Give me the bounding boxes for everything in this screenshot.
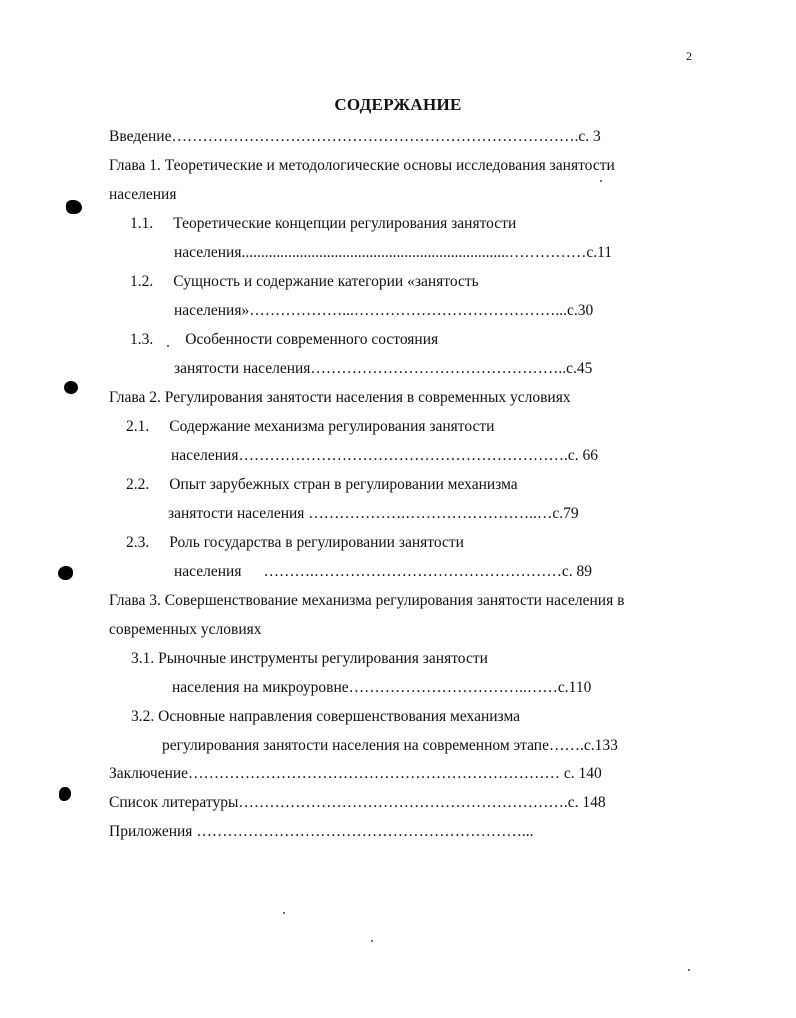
- toc-section-title: Особенности современного состояния: [185, 331, 439, 348]
- page-number: 2: [686, 49, 692, 63]
- toc-page: с.110: [557, 679, 592, 696]
- scan-mark: [58, 566, 73, 580]
- scan-speck: [283, 912, 285, 914]
- toc-leader: …………………………………………………………………….: [171, 128, 579, 145]
- toc-section-number: 2.2.: [126, 476, 150, 493]
- toc-page: с.11: [586, 244, 613, 261]
- toc-section-cont: населения: [174, 563, 242, 580]
- toc-section-1-1: [130, 214, 516, 234]
- toc-section-1-3: [130, 330, 438, 350]
- toc-section-title: Роль государства в регулировании занятости: [169, 534, 464, 551]
- toc-leader: ………………………………………………………...: [196, 823, 534, 840]
- toc-leader: ……………………………..……: [348, 679, 558, 696]
- toc-section-number: 2.1.: [126, 418, 150, 435]
- toc-section-3-2-cont: [162, 736, 618, 756]
- toc-page: с. 66: [567, 447, 598, 464]
- toc-page: с.133: [583, 737, 618, 754]
- toc-section-cont: занятости населения: [168, 505, 305, 522]
- toc-page: с. 140: [563, 765, 602, 782]
- toc-label: Список литературы: [109, 794, 239, 811]
- toc-section-cont: регулирования занятости населения на современном этапе: [162, 737, 549, 754]
- toc-page: с.79: [552, 505, 579, 522]
- toc-section-1-1-cont: [174, 243, 612, 263]
- toc-page: с.45: [566, 360, 593, 377]
- toc-page: с.30: [566, 302, 594, 319]
- toc-section-cont: населения: [171, 447, 239, 464]
- toc-chapter-3-line2: современных условиях: [109, 621, 262, 638]
- scan-speck: [371, 940, 373, 942]
- toc-leader: ………………...…………………………………...: [249, 302, 567, 319]
- toc-label: Заключение: [109, 765, 189, 782]
- toc-entry-references: [109, 793, 606, 813]
- toc-leader: ……………………………………………………….: [238, 794, 568, 811]
- toc-section-title: Теоретические концепции регулирования занятости: [173, 215, 517, 232]
- toc-page: с. 3: [578, 128, 601, 145]
- toc-section-3-1: 3.1. Рыночные инструменты регулирования занятости: [131, 650, 488, 667]
- toc-section-title: Опыт зарубежных стран в регулировании механизма: [169, 476, 518, 493]
- toc-section-3-1-cont: [172, 678, 591, 698]
- scan-speck: [167, 345, 169, 347]
- toc-section-number: 2.3.: [126, 534, 150, 551]
- toc-entry-intro: [109, 127, 601, 147]
- toc-section-3-2: 3.2. Основные направления совершенствования механизма: [131, 708, 521, 725]
- toc-section-2-1-cont: [171, 446, 598, 466]
- toc-page: с. 89: [561, 563, 592, 580]
- toc-page: с. 148: [567, 794, 606, 811]
- toc-section-title: Содержание механизма регулирования занятости: [169, 418, 495, 435]
- toc-chapter-2: Глава 2. Регулирования занятости населения в современных условиях: [109, 389, 571, 406]
- toc-section-2-2-cont: [168, 504, 579, 524]
- scan-mark: [64, 381, 78, 394]
- toc-section-2-1: [126, 417, 494, 437]
- page-title: СОДЕРЖАНИЕ: [334, 95, 462, 114]
- toc-section-1-2: [130, 272, 479, 292]
- toc-section-2-2: [126, 475, 518, 495]
- toc-leader: .....................................................................……………: [241, 244, 587, 261]
- toc-section-1-3-cont: [174, 359, 592, 379]
- toc-section-1-2-cont: [174, 301, 593, 321]
- toc-chapter-1-line2: населения: [109, 186, 177, 203]
- toc-section-2-3: [126, 533, 464, 553]
- toc-section-number: 1.1.: [130, 215, 154, 232]
- toc-section-cont: населения на микроуровне: [172, 679, 349, 696]
- toc-section-cont: занятости населения: [174, 360, 311, 377]
- toc-section-2-3-cont: [174, 562, 592, 582]
- toc-leader: …………………………………………..: [310, 360, 567, 377]
- scan-speck: [600, 180, 602, 182]
- scan-mark: [66, 200, 82, 214]
- toc-section-cont: населения: [174, 244, 242, 261]
- toc-chapter-3-line1: Глава 3. Совершенствование механизма регулирования занятости населения в: [109, 592, 625, 609]
- toc-entry-appendix: [109, 822, 533, 842]
- scan-mark: [59, 787, 71, 801]
- toc-leader: ……………….……………………..…: [308, 505, 553, 522]
- toc-leader: ………………………………………………………………: [188, 765, 561, 782]
- toc-section-title: Сущность и содержание категории «занятость: [173, 273, 479, 290]
- scan-speck: [688, 969, 690, 971]
- toc-chapter-1-line1: Глава 1. Теоретические и методологические основы исследования занятости: [109, 157, 615, 174]
- toc-label: Введение: [109, 128, 172, 145]
- toc-label: Приложения: [109, 823, 193, 840]
- toc-leader: ……….…………………………………………: [263, 563, 562, 580]
- toc-section-number: 1.3.: [130, 331, 154, 348]
- toc-entry-conclusion: [109, 764, 602, 784]
- toc-section-cont: населения»: [174, 302, 250, 319]
- toc-section-number: 1.2.: [130, 273, 154, 290]
- toc-leader: …….: [548, 737, 584, 754]
- toc-leader: ……………………………………………………….: [238, 447, 568, 464]
